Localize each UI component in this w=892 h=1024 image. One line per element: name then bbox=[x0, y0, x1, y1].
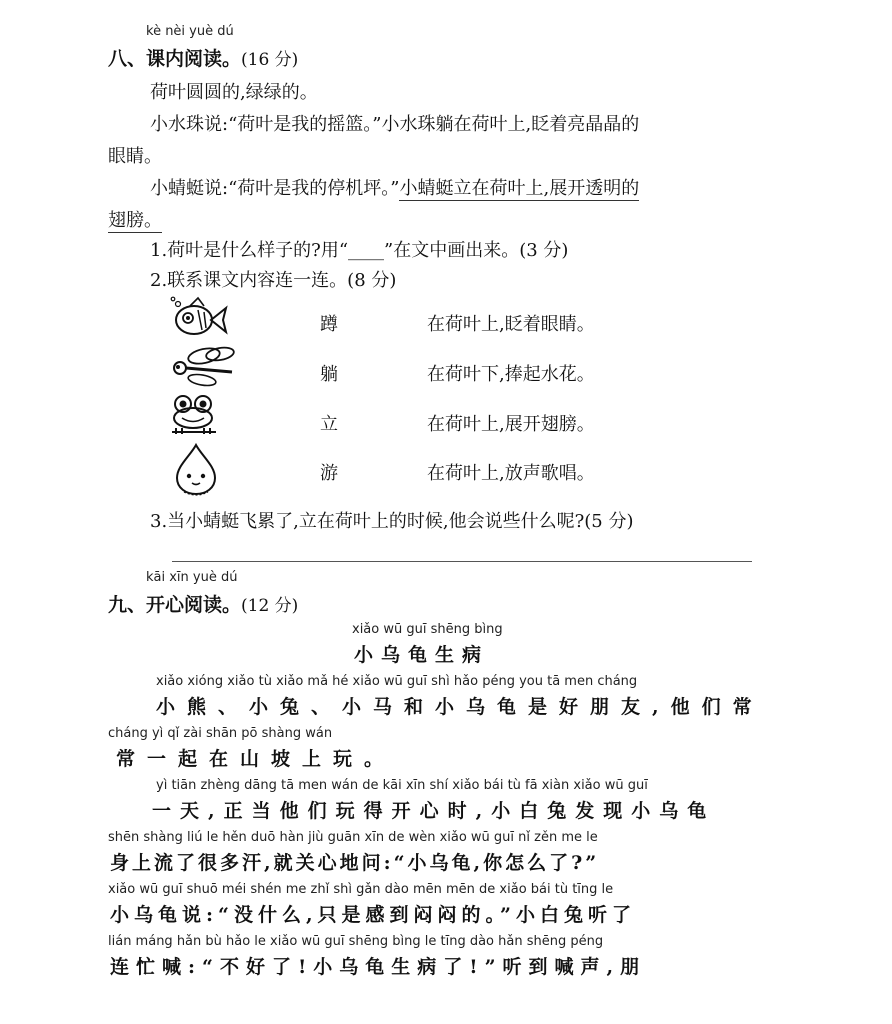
match-verb[interactable]: 躺 bbox=[320, 364, 338, 385]
match-verb[interactable]: 立 bbox=[320, 414, 338, 435]
section9-heading bbox=[108, 590, 298, 617]
story-line-3-pinyin: yì tiān zhèng dāng tā men wán de kāi xīn shí xiǎo bái tù fā xiàn xiǎo wū guī bbox=[156, 778, 648, 793]
paragraph-2-line-2: 眼睛。 bbox=[108, 146, 162, 167]
paragraph-2-line-1: 小水珠说:“荷叶是我的摇篮。”小水珠躺在荷叶上,眨着亮晶晶的 bbox=[150, 114, 640, 135]
question-1: 1.荷叶是什么样子的?用“____”在文中画出来。(3 分) bbox=[150, 240, 569, 261]
paragraph-3-quote: 小蜻蜓说:“荷叶是我的停机坪。” bbox=[150, 178, 400, 199]
story-line-4-pinyin: shēn shàng liú le hěn duō hàn jiù guān xīn de wèn xiǎo wū guī nǐ zěn me le bbox=[108, 830, 598, 845]
story-line-2: 常一起在山坡上玩。 bbox=[116, 748, 396, 770]
story-line-6: 连忙喊:“不好了!小乌龟生病了!”听到喊声,朋 bbox=[110, 956, 647, 978]
paragraph-3-line-2 bbox=[108, 206, 162, 232]
match-phrase[interactable]: 在荷叶上,展开翅膀。 bbox=[427, 414, 595, 435]
story-line-4: 身上流了很多汗,就关心地问:“小乌龟,你怎么了?” bbox=[110, 852, 600, 874]
story-line-5-pinyin: xiǎo wū guī shuō méi shén me zhǐ shì gǎn dào mēn mēn de xiǎo bái tù tīng le bbox=[108, 882, 614, 897]
section8-heading-pinyin: kè nèi yuè dú bbox=[146, 24, 234, 39]
fish-icon bbox=[170, 296, 232, 342]
paragraph-3-underlined-b: 翅膀。 bbox=[108, 210, 162, 231]
match-verb[interactable]: 蹲 bbox=[320, 314, 338, 335]
frog-icon bbox=[168, 392, 220, 438]
story-line-6-pinyin: lián máng hǎn bù hǎo le xiǎo wū guī shēng bìng le tīng dào hǎn shēng péng bbox=[108, 934, 604, 949]
section9-heading-pinyin: kāi xīn yuè dú bbox=[146, 570, 238, 585]
dragonfly-icon bbox=[168, 342, 238, 388]
story-line-2-pinyin: cháng yì qǐ zài shān pō shàng wán bbox=[108, 726, 333, 741]
story-line-5: 小乌龟说:“没什么,只是感到闷闷的。”小白兔听了 bbox=[110, 904, 636, 926]
question-2: 2.联系课文内容连一连。(8 分) bbox=[150, 270, 397, 291]
section8-heading bbox=[108, 44, 298, 71]
water-droplet-icon bbox=[172, 442, 220, 498]
paragraph-3-underlined-a: 小蜻蜓立在荷叶上,展开透明的 bbox=[399, 178, 640, 199]
story-line-1: 小熊、小兔、小马和小乌龟是好朋友,他们常 bbox=[156, 696, 764, 718]
story-line-3: 一天,正当他们玩得开心时,小白兔发现小乌龟 bbox=[152, 800, 716, 822]
match-verb[interactable]: 游 bbox=[320, 463, 338, 484]
question-3: 3.当小蜻蜓飞累了,立在荷叶上的时候,他会说些什么呢?(5 分) bbox=[150, 511, 634, 532]
story-title-pinyin: xiǎo wū guī shēng bìng bbox=[352, 622, 503, 637]
story-line-1-pinyin: xiǎo xióng xiǎo tù xiǎo mǎ hé xiǎo wū guī shì hǎo péng you tā men cháng bbox=[156, 674, 638, 689]
match-phrase[interactable]: 在荷叶上,眨着眼睛。 bbox=[427, 314, 595, 335]
paragraph-1: 荷叶圆圆的,绿绿的。 bbox=[150, 82, 318, 103]
answer-line[interactable] bbox=[172, 561, 752, 562]
match-phrase[interactable]: 在荷叶上,放声歌唱。 bbox=[427, 463, 595, 484]
match-phrase[interactable]: 在荷叶下,捧起水花。 bbox=[427, 364, 595, 385]
section8-points: (16 分) bbox=[241, 50, 299, 70]
section9-heading-text: 九、开心阅读。 bbox=[108, 594, 242, 616]
story-title: 小乌龟生病 bbox=[354, 644, 490, 666]
section9-points: (12 分) bbox=[241, 596, 299, 616]
paragraph-3-line-1 bbox=[150, 174, 639, 200]
section8-heading-text: 八、课内阅读。 bbox=[108, 48, 242, 70]
